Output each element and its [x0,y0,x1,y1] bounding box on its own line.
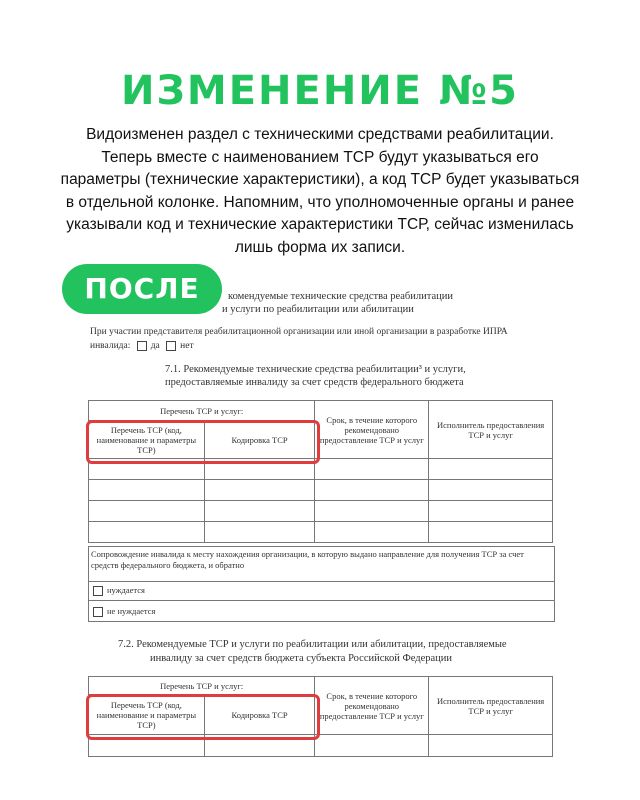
section72-heading-line2: инвалиду за счет средств бюджета субъекта Российской Федерации [150,653,453,664]
table-row [89,480,553,501]
participation-label: инвалида: [90,341,131,351]
table2-col-term: Срок, в течение которого рекомендовано предоставление ТСР и услуг [315,677,429,735]
highlight-frame-table1 [86,420,320,464]
table2-group-header: Перечень ТСР и услуг: [89,677,315,695]
checkbox-yes [137,341,147,351]
page-title: ИЗМЕНЕНИЕ №5 [121,68,519,114]
table1-col-code: Кодировка ТСР [204,421,315,459]
not-needs-row [88,601,555,622]
escort-row: Сопровождение инвалида к месту нахождения организации, в которую выдано направление для получения ТСР за счет средств федерального бюджета, и обратно [88,546,555,582]
participation-line1: При участии представителя реабилитационной организации или иной организации в разработке ИПРА [90,327,508,337]
section7-heading-line2: и услуги по реабилитации или абилитации [222,304,414,315]
table2-col-exec: Исполнитель предоставления ТСР и услуг [429,677,553,735]
checkbox-no [166,341,176,351]
highlight-frame-table2 [86,694,320,740]
checkbox-not-needs [93,607,103,617]
table-row [89,522,553,543]
checkbox-needs [93,586,103,596]
section72-heading-line1: 7.2. Рекомендуемые ТСР и услуги по реабилитации или абилитации, предоставляемые [118,639,507,650]
table2-col-list: Перечень ТСР (код, наименование и параметры ТСР) [89,695,205,735]
table1-group-header: Перечень ТСР и услуг: [89,401,315,421]
section71-heading-line1: 7.1. Рекомендуемые технические средства реабилитации³ и услуги, [165,364,466,375]
section7-heading-line1: комендуемые технические средства реабилитации [228,291,453,302]
after-badge: ПОСЛЕ [62,264,222,314]
table1-col-list: Перечень ТСР (код, наименование и параметры ТСР) [89,421,205,459]
table2-col-code: Кодировка ТСР [204,695,315,735]
participation-line2 [90,340,194,353]
not-needs-label: не нуждается [107,606,156,616]
needs-label: нуждается [107,585,145,595]
needs-row [88,580,555,601]
intro-text: Видоизменен раздел с техническими средствами реабилитации. Теперь вместе с наименованием ТСР будут указываться его параметры (технические характеристики), а код ТСР будет указываться в отдельной колонке. Напомним, что уполномоченные органы и ранее указывали код и технические характеристики ТСР, сейчас изменилась лишь форма их записи. [60,126,580,256]
table1-col-term: Срок, в течение которого рекомендовано предоставление ТСР и услуг [315,401,429,459]
participation-yes-label: да [150,341,160,351]
table-row [89,501,553,522]
section71-heading-line2: предоставляемые инвалиду за счет средств федерального бюджета [165,377,464,388]
participation-no-label: нет [180,341,194,351]
table1-col-exec: Исполнитель предоставления ТСР и услуг [429,401,553,459]
